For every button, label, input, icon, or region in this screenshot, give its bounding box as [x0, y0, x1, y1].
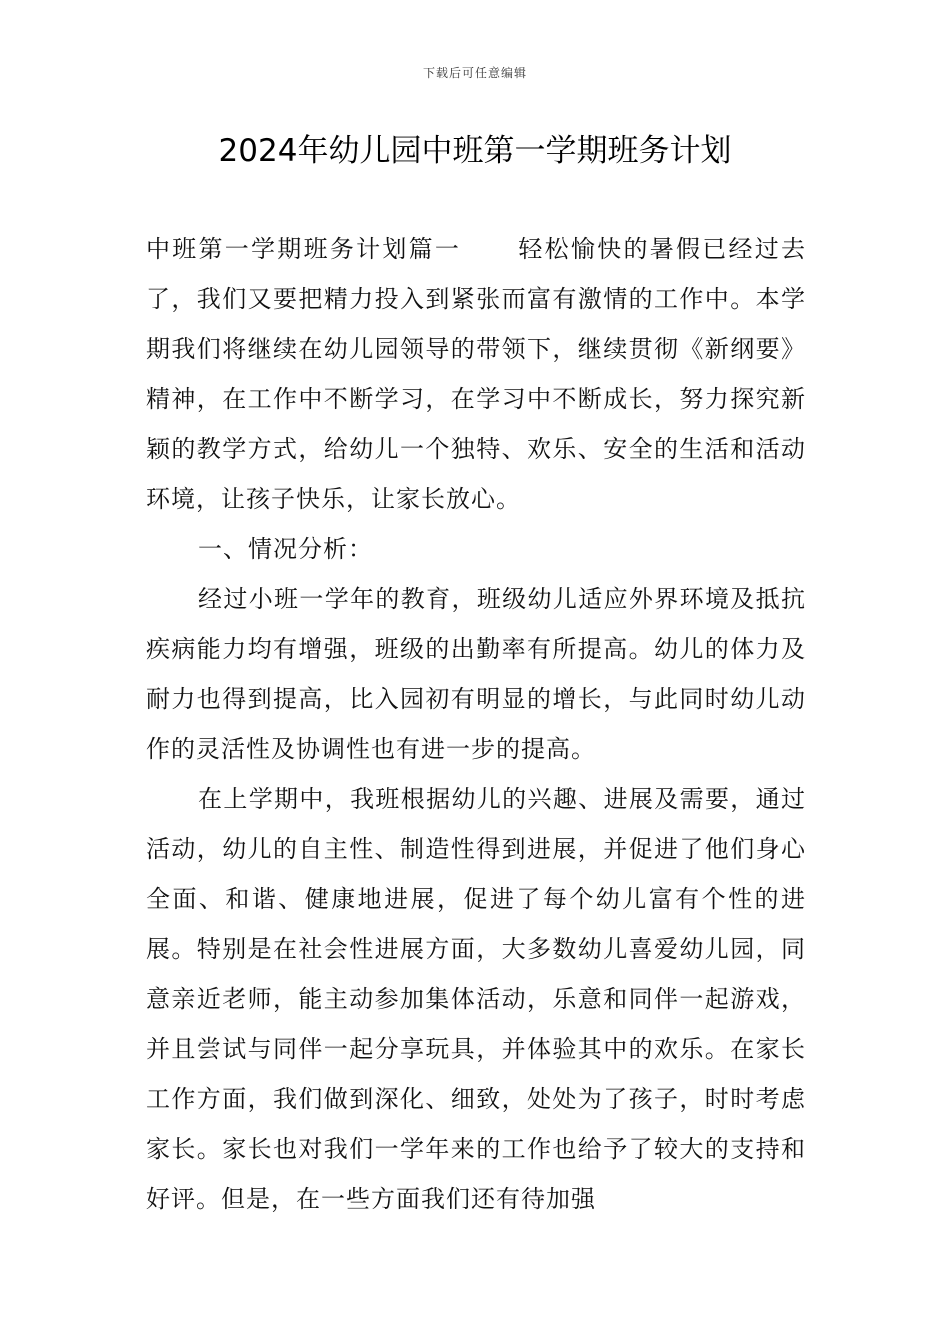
analysis-paragraph-2: 在上学期中，我班根据幼儿的兴趣、进展及需要，通过活动，幼儿的自主性、制造性得到进展，并促进了他们身心全面、和谐、健康地进展，促进了每个幼儿富有个性的进展。特别是在社会性进展方面，大多数幼儿喜爱幼儿园，同意亲近老师，能主动参加集体活动，乐意和同伴一起游戏，并且尝试与同伴一起分享玩具，并体验其中的欢乐。在家长工作方面，我们做到深化、细致，处处为了孩子，时时考虑家长。家长也对我们一学年来的工作也给予了较大的支持和好评。但是，在一些方面我们还有待加强 [146, 785, 806, 1213]
intro-label: 中班第一学期班务计划篇一 [146, 235, 462, 263]
header-note: 下载后可任意编辑 [422, 66, 527, 80]
analysis-paragraph-1: 经过小班一学年的教育，班级幼儿适应外界环境及抵抗疾病能力均有增强，班级的出勤率有所提高。幼儿的体力及耐力也得到提高，比入园初有明显的增长，与此同时幼儿动作的灵活性及协调性也有进一步的提高。 [146, 585, 806, 763]
intro-text: 轻松愉快的暑假已经过去了，我们又要把精力投入到紧张而富有激情的工作中。本学期我们将继续在幼儿园领导的带领下，继续贯彻《新纲要》精神，在工作中不断学习，在学习中不断成长，努力探究新颖的教学方式，给幼儿一个独特、欢乐、安全的生活和活动环境，让孩子快乐，让家长放心。 [146, 235, 807, 513]
document-title: 2024年幼儿园中班第一学期班务计划 [218, 133, 732, 169]
document-body [146, 224, 806, 1224]
intro-paragraph [146, 224, 806, 524]
section-heading-analysis: 一、情况分析： [198, 535, 373, 563]
